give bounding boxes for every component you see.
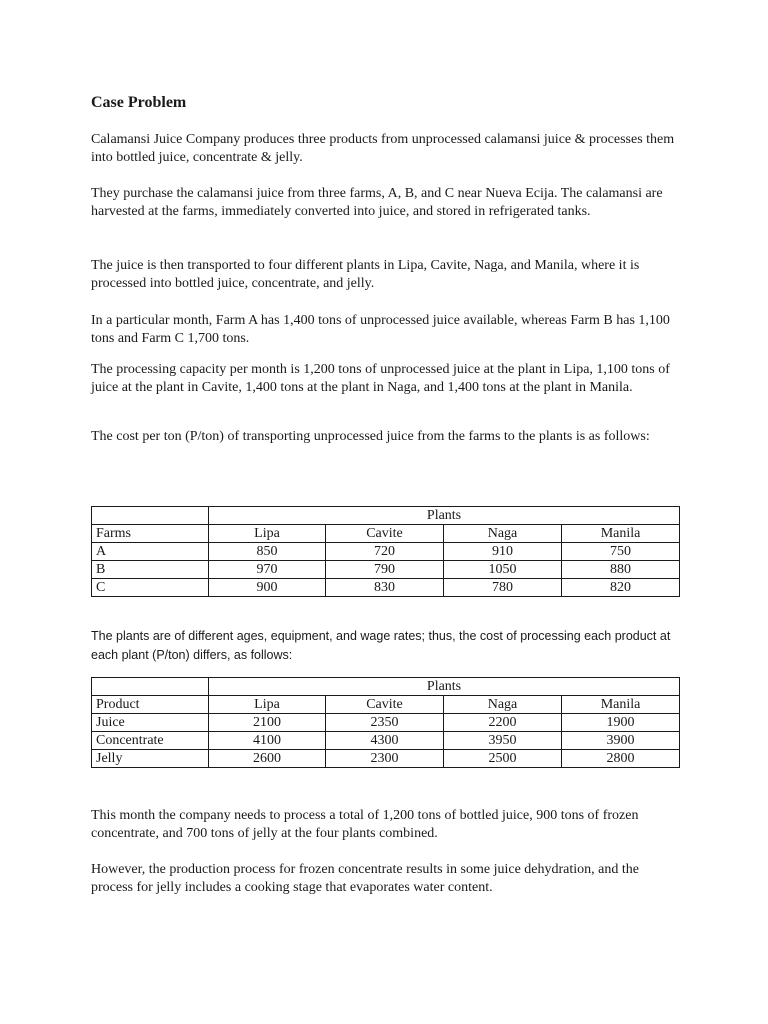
table-cell: 790 [326, 561, 444, 579]
table-cell: 750 [562, 543, 680, 561]
farms-row-header: Farms [92, 525, 209, 543]
table-row [92, 714, 680, 732]
table-cell: 4300 [326, 732, 444, 750]
table-cell: 780 [444, 579, 562, 597]
row-label-farm-c: C [92, 579, 209, 597]
table-header-row [92, 525, 680, 543]
row-label-farm-b: B [92, 561, 209, 579]
table-cell: 2200 [444, 714, 562, 732]
paragraph-demand: This month the company needs to process a total of 1,200 tons of bottled juice, 900 tons of frozen concentrate, and 700 tons of jelly at the four plants combined. [91, 808, 639, 841]
table-row [92, 579, 680, 597]
table-cell: 820 [562, 579, 680, 597]
column-header-naga: Naga [444, 696, 562, 714]
table-cell: 2350 [326, 714, 444, 732]
table-cell: 2300 [326, 750, 444, 768]
plants-group-header: Plants [209, 507, 680, 525]
paragraph-capacity: The processing capacity per month is 1,200 tons of unprocessed juice at the plant in Lipa, 1,100 tons of juice at the plant in Cavite, 1,400 tons at the plant in Naga, and 1,400 tons at the plant in Manila. [91, 362, 670, 395]
table-cell: 880 [562, 561, 680, 579]
row-label-farm-a: A [92, 543, 209, 561]
table-cell: 2600 [209, 750, 326, 768]
table-cell-empty [92, 678, 209, 696]
column-header-manila: Manila [562, 696, 680, 714]
product-row-header: Product [92, 696, 209, 714]
plants-group-header: Plants [209, 678, 680, 696]
table-cell-empty [92, 507, 209, 525]
paragraph-plants: The juice is then transported to four different plants in Lipa, Cavite, Naga, and Manila, where it is processed into bottled juice, concentrate, and jelly. [91, 258, 640, 291]
table-row [92, 678, 680, 696]
paragraph-dehydration: However, the production process for frozen concentrate results in some juice dehydration, and the process for jelly includes a cooking stage that evaporates water content. [91, 862, 639, 895]
paragraph-farm-supply: In a particular month, Farm A has 1,400 tons of unprocessed juice available, whereas Farm B has 1,100 tons and Farm C 1,700 tons. [91, 313, 670, 346]
row-label-jelly: Jelly [92, 750, 209, 768]
column-header-lipa: Lipa [209, 696, 326, 714]
column-header-manila: Manila [562, 525, 680, 543]
document-title: Case Problem [91, 94, 187, 111]
paragraph-intro: Calamansi Juice Company produces three products from unprocessed calamansi juice & processes them into bottled juice, concentrate & jelly. [91, 132, 675, 165]
paragraph-processing-intro: The plants are of different ages, equipment, and wage rates; thus, the cost of processing each product at each plant (P/ton) differs, as follows: [91, 629, 671, 662]
paragraph-farms: They purchase the calamansi juice from three farms, A, B, and C near Nueva Ecija. The calamansi are harvested at the farms, immediately converted into juice, and stored in refrigerated tanks. [91, 186, 663, 219]
transport-cost-table [91, 506, 680, 597]
paragraph-transport-cost: The cost per ton (P/ton) of transporting unprocessed juice from the farms to the plants is as follows: [91, 429, 650, 444]
row-label-concentrate: Concentrate [92, 732, 209, 750]
column-header-naga: Naga [444, 525, 562, 543]
table-cell: 1050 [444, 561, 562, 579]
table-cell: 830 [326, 579, 444, 597]
table-cell: 3900 [562, 732, 680, 750]
table-cell: 2500 [444, 750, 562, 768]
table-cell: 1900 [562, 714, 680, 732]
table-cell: 720 [326, 543, 444, 561]
table-cell: 3950 [444, 732, 562, 750]
column-header-cavite: Cavite [326, 696, 444, 714]
row-label-juice: Juice [92, 714, 209, 732]
processing-cost-table [91, 677, 680, 768]
column-header-lipa: Lipa [209, 525, 326, 543]
column-header-cavite: Cavite [326, 525, 444, 543]
table-row [92, 732, 680, 750]
table-row [92, 561, 680, 579]
table-header-row [92, 696, 680, 714]
table-cell: 4100 [209, 732, 326, 750]
table-cell: 850 [209, 543, 326, 561]
table-cell: 970 [209, 561, 326, 579]
table-row [92, 543, 680, 561]
table-cell: 900 [209, 579, 326, 597]
table-row [92, 750, 680, 768]
table-cell: 910 [444, 543, 562, 561]
table-cell: 2100 [209, 714, 326, 732]
table-cell: 2800 [562, 750, 680, 768]
table-row [92, 507, 680, 525]
